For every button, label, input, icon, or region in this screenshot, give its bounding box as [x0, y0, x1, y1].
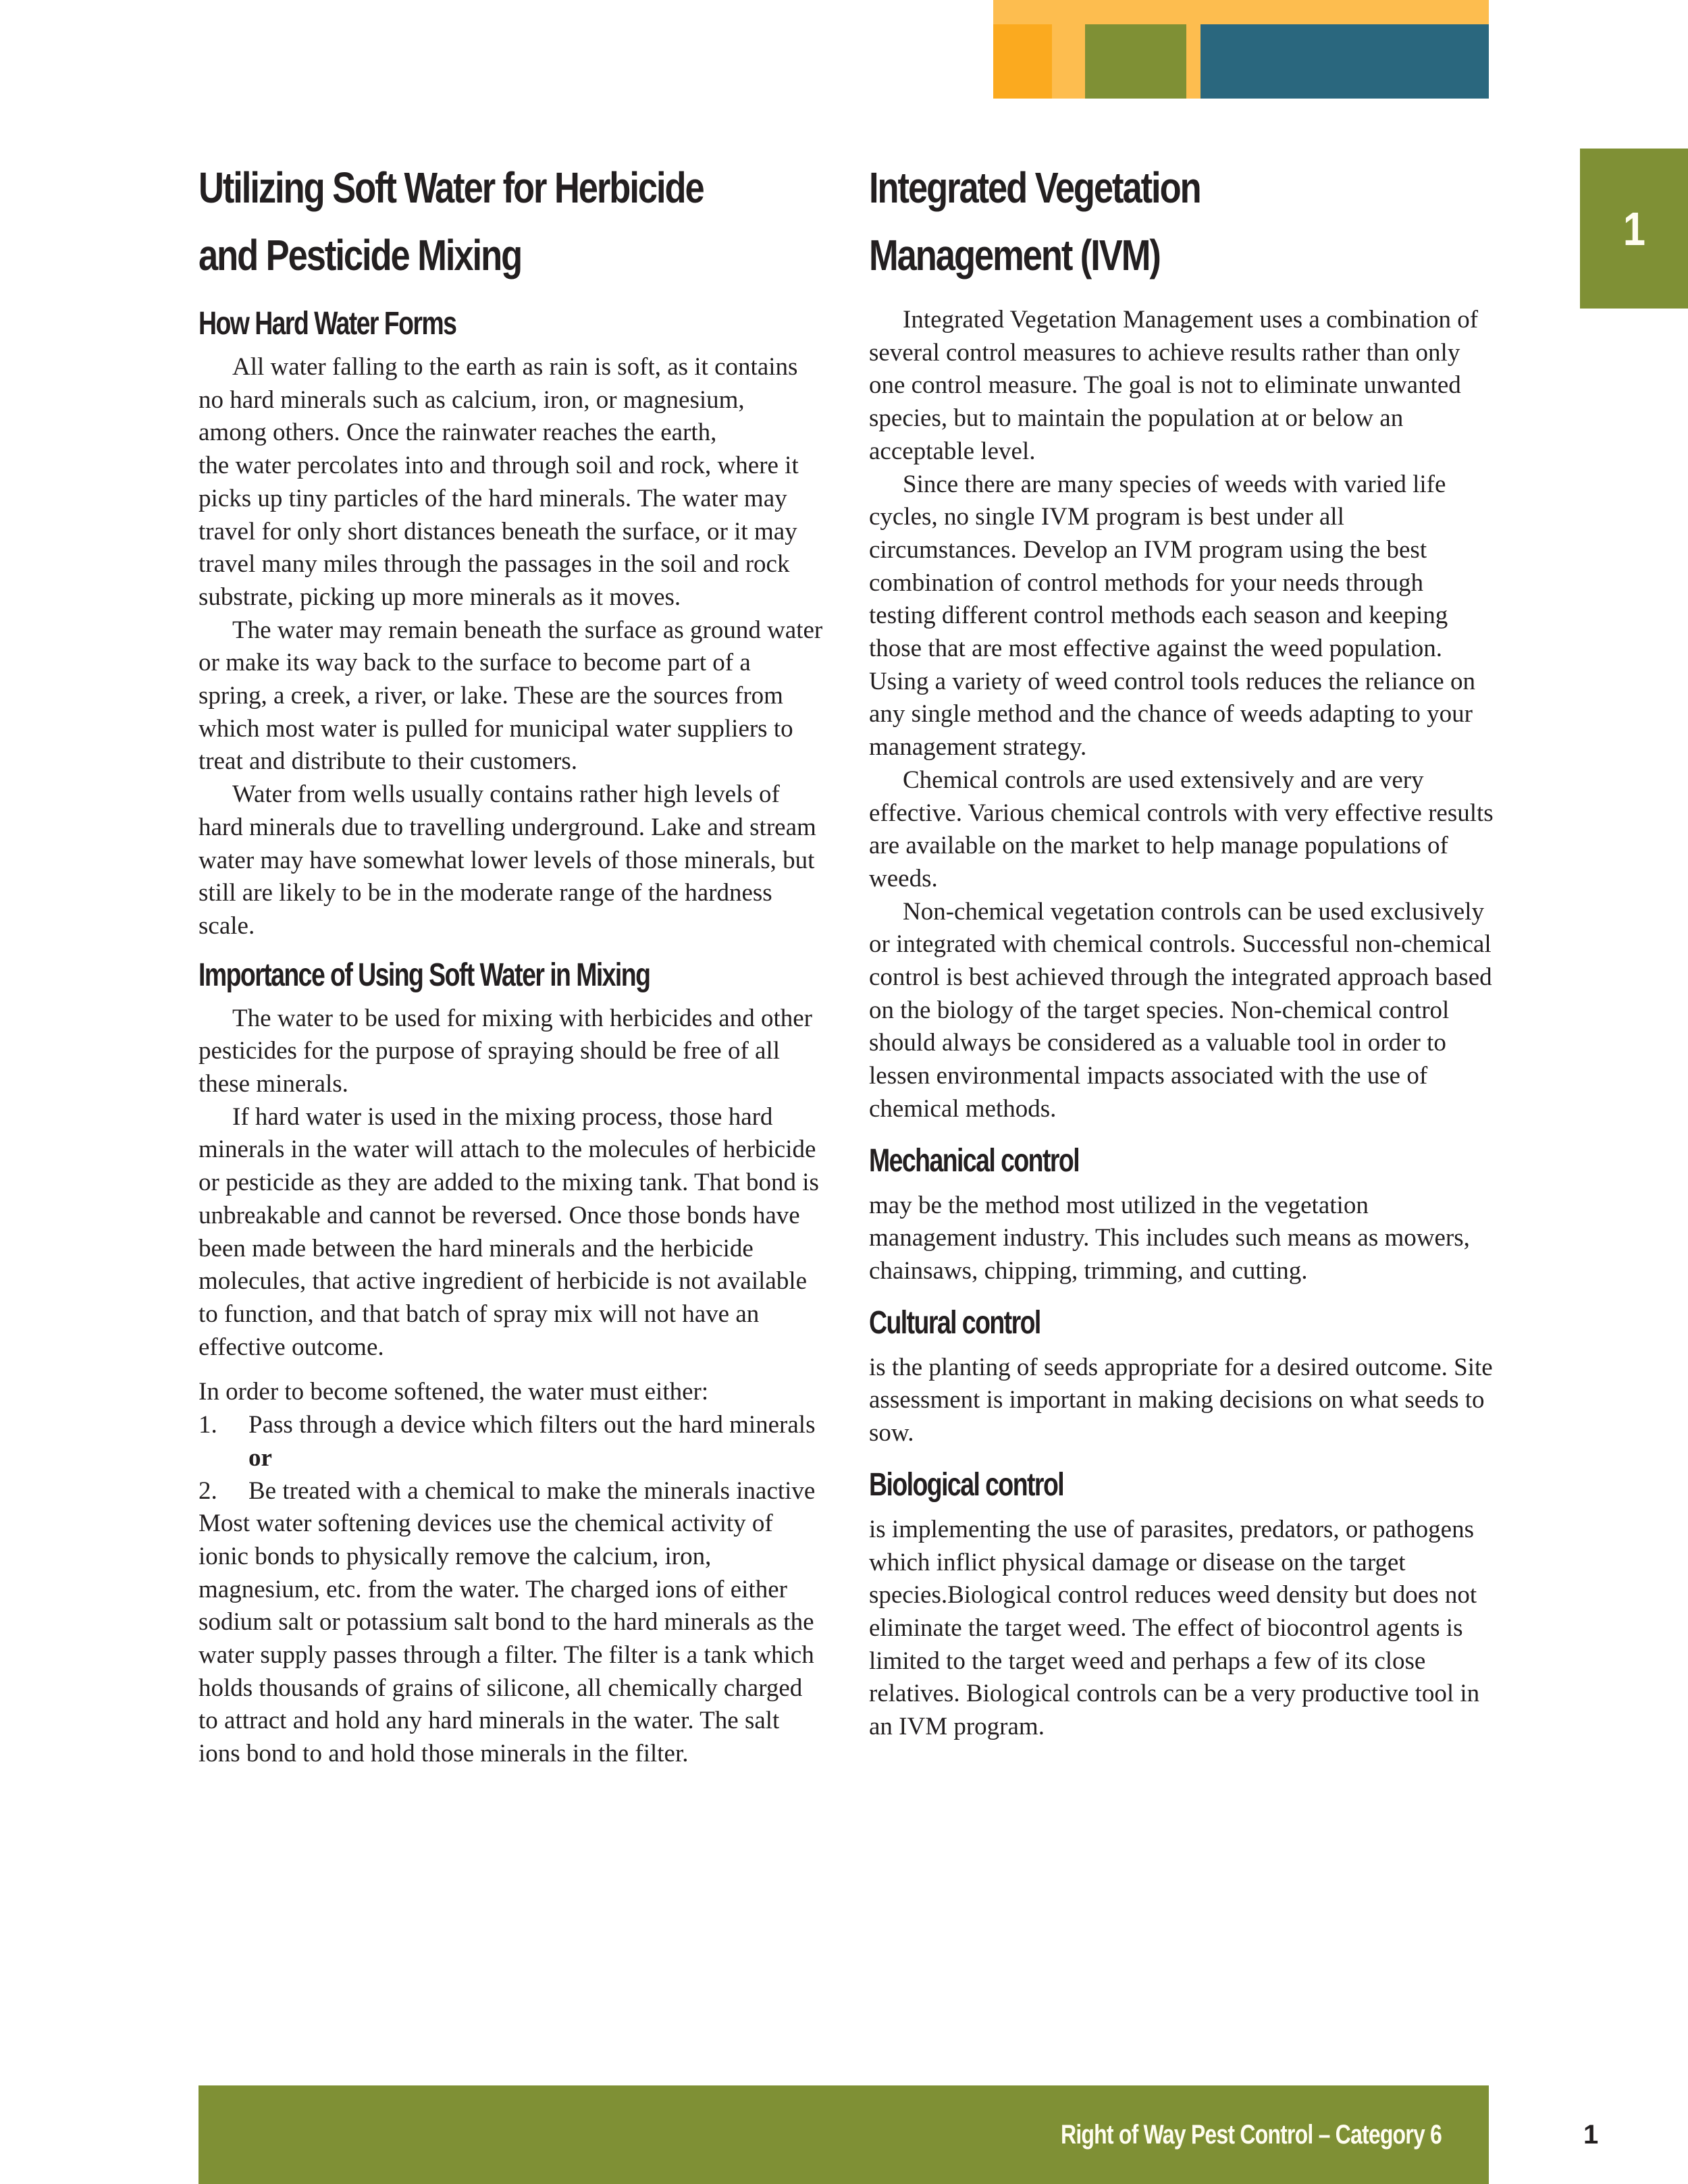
list-text: Be treated with a chemical to make the minerals inactive [248, 1476, 816, 1505]
paragraph: The water may remain beneath the surface as ground water or make its way back to the surface to become part of a spring, a creek, a river, or lake. These are the sources from which most water is pulled for municipal water suppliers to treat and distribute to their customers. [199, 616, 823, 776]
article-title-soft-water [199, 154, 823, 289]
article-title-ivm [869, 154, 1494, 289]
section-body-importance [199, 1003, 823, 1771]
section-heading-hard-water: How Hard Water Forms [199, 306, 456, 342]
section-body-hard-water [199, 351, 823, 943]
paragraph: Non-chemical vegetation controls can be used exclusively or integrated with chemical controls. Successful non-chemical control is best achieved through the integrated approach based on the biology of the target species. Non-chemical control should always be considered as a valuable tool in order to lessen environmental impacts associated with the use of chemical methods. [869, 897, 1492, 1123]
footer-bar [199, 2085, 1489, 2184]
list-item [199, 1409, 823, 1474]
list-number: 2. [199, 1476, 217, 1505]
header-green-block [1085, 24, 1186, 99]
list-intro: In order to become softened, the water must either: [199, 1378, 709, 1406]
paragraph: If hard water is used in the mixing process, those hard minerals in the water will attach to the molecules of herbicide or pesticide as they are added to the mixing tank. That bond is unbreakable and cannot be reversed. Once those bonds have been made between the hard minerals and the herbicide molecules, that active ingredient of herbicide is not available to function, and that batch of spray mix will not have an effective outcome. [199, 1102, 819, 1361]
section-heading-cultural: Cultural control [869, 1304, 1040, 1341]
paragraph: Integrated Vegetation Management uses a combination of several control measures to achieve results rather than only one control measure. The goal is not to eliminate unwanted species, but to maintain the population at or below an acceptable level. [869, 306, 1479, 465]
paragraph: Most water softening devices use the chemical activity of ionic bonds to physically remove the calcium, iron, magnesium, etc. from the water. The charged ions of either sodium salt or potassium salt bond to the hard minerals as the water supply passes through a filter. The filter is a tank which holds thousands of grains of silicone, all chemically charged to attract and hold any hard minerals in the water. The salt ions bond to and hold those minerals in the filter. [199, 1510, 814, 1768]
section-body-biological [869, 1514, 1494, 1744]
title-line: Utilizing Soft Water for Herbicide [199, 163, 704, 212]
section-body-cultural [869, 1352, 1494, 1450]
title-line: Integrated Vegetation [869, 163, 1201, 212]
paragraph: the water percolates into and through soil and rock, where it picks up tiny particles of the hard minerals. The water may travel for only short distances beneath the surface, or it may travel many miles through the passages in the soil and rock substrate, picking up more minerals as it moves. [199, 452, 799, 611]
paragraph: Water from wells usually contains rather high levels of hard minerals due to travelling underground. Lake and stream water may have somewhat lower levels of those minerals, but still are likely to be in the moderate range of the hardness scale. [199, 780, 816, 940]
paragraph: is the planting of seeds appropriate for a desired outcome. Site assessment is important in making decisions on what seeds to sow. [869, 1353, 1493, 1447]
footer-title: Right of Way Pest Control – Category 6 [1060, 2120, 1442, 2150]
list-number: 1. [199, 1411, 217, 1439]
chapter-tab [1580, 149, 1688, 309]
paragraph: is implementing the use of parasites, predators, or pathogens which inflict physical damage or disease on the target species.Biological control reduces weed density but does not eliminate the target weed. The effect of biocontrol agents is limited to the target weed and perhaps a few of its close relatives. Biological controls can be a very productive tool in an IVM program. [869, 1515, 1480, 1741]
softening-steps-list [199, 1409, 823, 1508]
header-blue-block [1201, 24, 1489, 99]
paragraph: The water to be used for mixing with herbicides and other pesticides for the purpose of spraying should be free of all these minerals. [199, 1004, 812, 1098]
right-column [869, 154, 1494, 1744]
section-heading-biological: Biological control [869, 1466, 1064, 1503]
chapter-number: 1 [1623, 202, 1645, 255]
paragraph: Since there are many species of weeds with varied life cycles, no single IVM program is best under all circumstances. Develop an IVM program using the best combination of control methods for your needs through testing different control methods each season and keeping those that are most effective against the weed population. Using a variety of weed control tools reduces the reliance on any single method and the chance of weeds adapting to your management strategy. [869, 470, 1475, 762]
list-text: Pass through a device which filters out the hard minerals [248, 1411, 816, 1439]
title-line: Management (IVM) [869, 231, 1160, 279]
section-body-mechanical [869, 1190, 1494, 1288]
header-orange-block [993, 24, 1052, 99]
section-heading-mechanical: Mechanical control [869, 1142, 1080, 1179]
paragraph: Chemical controls are used extensively and are very effective. Various chemical controls with very effective results are available on the market to help manage populations of weeds. [869, 766, 1494, 893]
left-column [199, 154, 823, 1771]
section-heading-importance: Importance of Using Soft Water in Mixing [199, 957, 650, 993]
paragraph: may be the method most utilized in the vegetation management industry. This includes such means as mowers, chainsaws, chipping, trimming, and cutting. [869, 1191, 1470, 1285]
title-line: and Pesticide Mixing [199, 231, 522, 279]
paragraph: All water falling to the earth as rain is soft, as it contains no hard minerals such as calcium, iron, or magnesium, among others. Once the rainwater reaches the earth, [199, 353, 798, 447]
list-emphasis: or [248, 1443, 272, 1472]
list-item [199, 1475, 823, 1508]
ivm-intro [869, 304, 1494, 1126]
page-number: 1 [1583, 2120, 1599, 2150]
